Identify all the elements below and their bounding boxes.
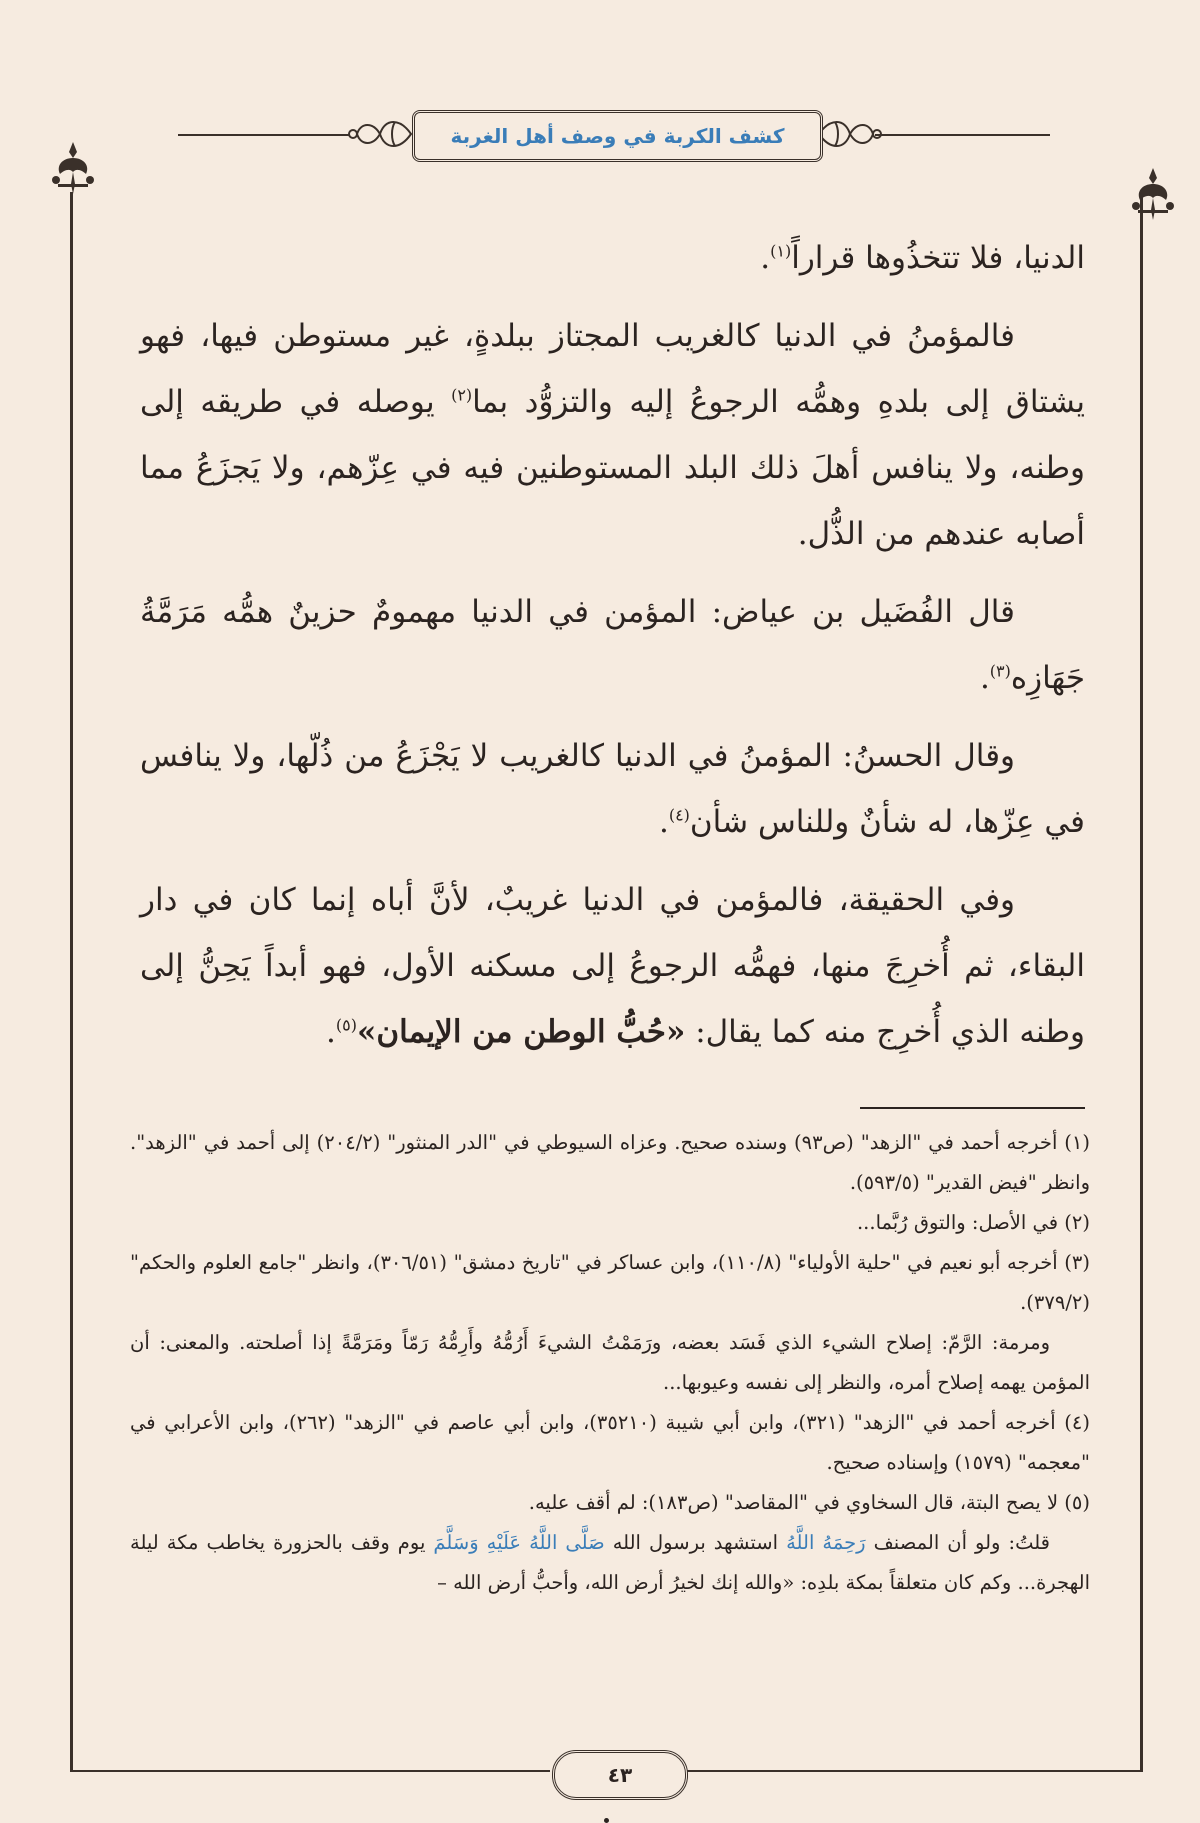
paragraph-2-end: يوصله في طريقه إلى وطنه، ولا ينافس أهلَ ذلك البلد المستوطنين فيه في عِزّهم، ولا يَجزَعُ مما أصابه عندهم من الذُّل. [140,384,1085,552]
footnote-2: (٢) في الأصل: والتوق رُبَّما... [856,1211,1090,1234]
note-ref-3[interactable]: (٣) [989,661,1011,681]
honorific-salla-allahu: صَلَّى اللَّهُ عَلَيْهِ وَسَلَّمَ [433,1531,605,1554]
footnote-separator [860,1107,1085,1109]
footnote-4: (٤) أخرجه أحمد في "الزهد" (٣٢١)، وابن أبي شيبة (٣٥٢١٠)، وابن أبي عاصم في "الزهد" (٢٦٢)، وابن الأعرابي في "معجمه" (١٥٧٩) وإسناده صحيح. [130,1411,1090,1474]
header-ornament-left-icon [345,112,415,156]
footnotes [130,1123,1090,1603]
comment-before: قلتُ: ولو أن المصنف [865,1531,1050,1554]
paragraph-5-end: . [326,1014,336,1050]
frame-left-rule [70,192,73,1772]
honorific-rahimahullah: رَحِمَهُ اللَّهُ [786,1531,866,1554]
main-text [140,225,1085,1077]
frame-right-rule [1140,192,1143,1772]
header-ornament-right-icon [815,112,885,156]
paragraph-1-text: الدنيا، فلا تتخذُوها قراراً [791,240,1085,276]
footnote-3-gloss: ومرمة: الرَّمّ: إصلاح الشيء الذي فَسَد بعضه، ورَمَمْتُ الشيءَ أَرُمُّهُ وأَرِمُّهُ رَمّاً ومَرَمَّةً إذا أصلحته. والمعنى: أن المؤمن يهمه إصلاح أمره، والنظر إلى نفسه وعيوبها... [130,1331,1090,1394]
footnote-5-comment [130,1523,1090,1603]
note-ref-2[interactable]: (٢) [451,385,473,405]
corner-fleuron-left-icon [48,140,98,196]
footnote-1: (١) أخرجه أحمد في "الزهد" (ص٩٣) وسنده صحيح. وعزاه السيوطي في "الدر المنثور" (٢٠٤/٢) إلى أحمد في "الزهد". وانظر "فيض القدير" (٥٩٣/٥). [130,1131,1091,1194]
running-title-text: كشف الكربة في وصف أهل الغربة [450,124,785,148]
paragraph-5-text: وفي الحقيقة، فالمؤمن في الدنيا غريبٌ، لأنَّ أباه إنما كان في دار البقاء، ثم أُخرِجَ منها، فهمُّه الرجوعُ إلى مسكنه الأول، فهو أبداً يَحِنُّ إلى وطنه الذي أُخرِج منه كما يقال: [140,882,1085,1050]
frame-bottom-rule-right [684,1770,1143,1772]
corner-fleuron-right-icon [1128,166,1178,222]
paragraph-4-text: وقال الحسنُ: المؤمنُ في الدنيا كالغريب لا يَجْزَعُ من ذُلّها، ولا ينافس في عِزّها، له شأنٌ وللناس شأن [140,738,1085,840]
paragraph-1-end: . [760,240,771,276]
paragraph-2-text: فالمؤمنُ في الدنيا كالغريب المجتاز ببلدةٍ، غير مستوطن فيها، فهو يشتاق إلى بلدهِ وهمُّه الرجوعُ إليه والتزوُّد بما [140,318,1085,420]
note-ref-5[interactable]: (٥) [335,1015,357,1035]
page-number-box [552,1750,688,1800]
paragraph-4 [140,723,1085,855]
paragraph-4-end: . [658,804,669,840]
footnote-5: (٥) لا يصح البتة، قال السخاوي في "المقاصد" (ص١٨٣): لم أقف عليه. [528,1491,1090,1514]
paragraph-3-text: قال الفُضَيل بن عياض: المؤمن في الدنيا مهمومٌ حزينٌ همُّه مَرَمَّةُ جَهَازِه [140,594,1085,696]
note-ref-4[interactable]: (٤) [668,805,690,825]
header-rule-right [875,134,1050,136]
paragraph-2 [140,303,1085,567]
note-ref-1[interactable]: (١) [770,241,792,261]
paragraph-5 [140,867,1085,1065]
paragraph-3 [140,579,1085,711]
header-rule-left [178,134,350,136]
footnote-3: (٣) أخرجه أبو نعيم في "حلية الأولياء" (١١٠/٨)، وابن عساكر في "تاريخ دمشق" (٣٠٦/٥١)، وانظر "جامع العلوم والحكم" (٣٧٩/٢). [130,1251,1091,1314]
comment-middle: استشهد برسول الله [604,1531,787,1554]
running-title [412,110,823,162]
paragraph-3-end: . [979,660,990,696]
paragraph-1 [140,225,1085,291]
bottom-dot [604,1818,609,1823]
comment-after: يوم وقف بالحزورة يخاطب مكة ليلة الهجرة... وكم كان متعلقاً بمكة بلدِه: «والله إنك لخيرُ أرض الله، وأحبُّ أرض الله – [130,1531,1090,1594]
page-number: ٤٣ [607,1763,633,1787]
frame-bottom-rule-left [70,1770,550,1772]
paragraph-5-quote: «حُبُّ الوطن من الإيمان» [357,1014,686,1050]
